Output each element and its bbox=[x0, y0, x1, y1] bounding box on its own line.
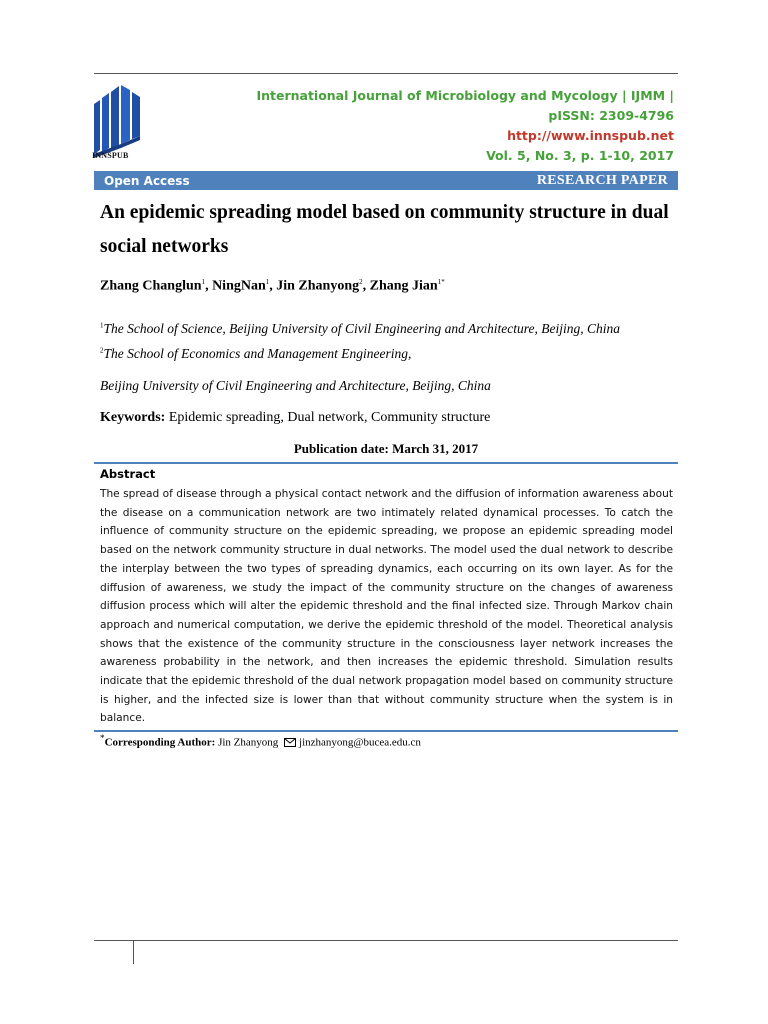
publication-date: Publication date: March 31, 2017 bbox=[293, 441, 479, 456]
footer-tick bbox=[133, 940, 134, 964]
journal-name: International Journal of Microbiology and Mycology | IJMM | bbox=[256, 88, 674, 103]
author-name: Zhang Changlun bbox=[100, 278, 202, 294]
header-top-rule bbox=[94, 73, 678, 74]
journal-volume: Vol. 5, No. 3, p. 1-10, 2017 bbox=[486, 148, 674, 163]
abstract-heading: Abstract bbox=[100, 467, 156, 481]
article-banner bbox=[94, 171, 678, 190]
journal-url[interactable]: http://www.innspub.net bbox=[507, 128, 674, 143]
author-separator: , bbox=[362, 278, 370, 294]
journal-info bbox=[256, 86, 674, 166]
affiliation-2 bbox=[100, 346, 680, 362]
corresponding-star: * bbox=[100, 733, 105, 743]
author-separator: , bbox=[269, 278, 277, 294]
footer-rule bbox=[94, 940, 678, 941]
corresponding-label: Corresponding Author: bbox=[104, 736, 216, 749]
affiliation-mark: 1 bbox=[100, 321, 104, 330]
author-name: Jin Zhanyong bbox=[276, 278, 360, 294]
paper-title: An epidemic spreading model based on community structure in dual social networks bbox=[100, 202, 669, 257]
envelope-icon bbox=[284, 738, 296, 747]
affiliation-2-continued: Beijing University of Civil Engineering and Architecture, Beijing, China bbox=[100, 378, 491, 393]
author-affil-mark: 1* bbox=[437, 278, 445, 286]
corresponding-email[interactable]: jinzhanyong@bucea.edu.cn bbox=[299, 736, 421, 749]
affiliation-text: The School of Science, Beijing University of Civil Engineering and Architecture, Beijing, China bbox=[103, 321, 621, 336]
author-affil-mark: 2 bbox=[359, 278, 363, 286]
abstract-top-rule bbox=[94, 462, 678, 464]
keywords-value: Epidemic spreading, Dual network, Community structure bbox=[168, 410, 491, 425]
affiliation-text: The School of Economics and Management Engineering, bbox=[103, 346, 412, 361]
author-affil-mark: 1 bbox=[201, 278, 206, 286]
affiliation-mark: 2 bbox=[100, 346, 104, 355]
logo-text: INNSPUB bbox=[92, 151, 129, 160]
affiliation-1 bbox=[100, 321, 680, 337]
keywords-label: Keywords: bbox=[100, 410, 166, 425]
corresponding-name: Jin Zhanyong bbox=[218, 736, 279, 749]
author-list bbox=[100, 278, 680, 295]
paper-type-label: RESEARCH PAPER bbox=[536, 172, 668, 188]
abstract-body: The spread of disease through a physical contact network and the diffusion of information awareness about the disease on a communication network are two intimately related dynamical processes. To catch the influence of community structure on the epidemic spreading, we propose an epidemic spreading model based on the network community structure in dual networks. The model used the dual network to describe the interplay between the two types of spreading dynamics, each occurring on its own layer. As for the diffusion of awareness, we study the impact of the community structure on the changes of awareness diffusion process which will alter the epidemic threshold and the final infected size. Through Markov chain approach and numerical computation, we derive the epidemic threshold of the model. Theoretical analysis shows that the existence of the community structure in the consciousness layer network increases the awareness probability in the network, and then increases the epidemic threshold. Simulation results indicate that the epidemic threshold of the dual network propagation model based on community structure is higher, and the infected size is lower than that without community structure when the system is in balance. bbox=[100, 488, 673, 725]
innspub-logo-icon bbox=[92, 82, 152, 162]
journal-issn: pISSN: 2309-4796 bbox=[548, 108, 674, 123]
author-name: Zhang Jian bbox=[369, 278, 438, 294]
author-name: NingNan bbox=[212, 278, 266, 294]
author-affil-mark: 1 bbox=[265, 278, 270, 286]
corresponding-author bbox=[100, 733, 421, 749]
keywords bbox=[100, 410, 680, 426]
abstract-bottom-rule bbox=[94, 730, 678, 732]
open-access-label: Open Access bbox=[104, 173, 190, 188]
author-separator: , bbox=[205, 278, 213, 294]
